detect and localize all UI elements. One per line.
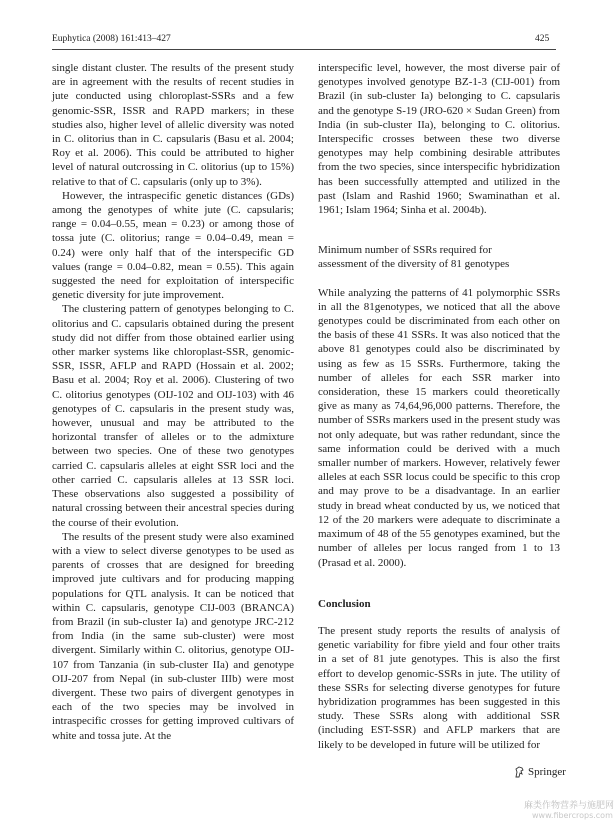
paragraph: interspecific level, however, the most diverse pair of genotypes involved genotype BZ-1-3 (CIJ-001) from Brazil (in sub-cluster Ia) belonging to C. capsularis and the genotype S-19 (JRO-620 × Sudan Green) from India (in sub-cluster IIa), belonging to C. olitorius. Interspecific crosses between these two diverse genotypes may help combining desirable attributes from the two species, since interspecific hybridization has been successfully attempted and utilized in the past (Islam and Rashid 1960; Swaminathan et al. 1961; Islam 1964; Sinha et al. 2004b).: [318, 62, 560, 217]
subsection-heading-line1: Minimum number of SSRs required for: [318, 244, 492, 257]
paragraph: The clustering pattern of genotypes belonging to C. olitorius and C. capsularis obtained during the present study did not differ from those obtained earlier using other marker systems like chloroplast-SSR, genomic-SSR, ISSR, AFLP and RAPD (Hossain et al. 2002; Basu et al. 2004; Roy et al. 2006). Clustering of two C. olitorius genotypes (OIJ-102 and OIJ-103) with 46 genotypes of C. capsularis in the present study was, however, unusual and may be attributed to the horizontal transfer of alleles or to the admixture between two species. One of these two genotypes carried C. capsularis alleles at eight SSR loci and the other carried C. capsularis alleles at 13 SSR loci. These observations also suggested a possibility of natural crossing between their ancestral species during the course of their evolution.: [52, 303, 294, 529]
subsection-heading-line2: assessment of the diversity of 81 genotypes: [318, 258, 510, 271]
subsection-heading: [318, 243, 560, 271]
paragraph: single distant cluster. The results of the present study are in agreement with the results of recent studies in jute conducted using chloroplast-SSRs and a few genomic-SSR, ISSR and RAPD markers; in these studies also, higher level of allelic diversity was noted in C. olitorius than in C. capsularis (Basu et al. 2004; Roy et al. 2006). This could be attributed to higher level of natural outcrossing in C. olitorius (up to 15%) relative to that of C. capsularis (only up to 3%).: [52, 62, 294, 188]
journal-citation: Euphytica (2008) 161:413–427: [52, 34, 171, 44]
paragraph: The results of the present study were also examined with a view to select diverse genotypes to be used as parents of crosses that are designed for breeding improved jute cultivars and for producing mapping populations for QTL analysis. It can be noticed that within C. capsularis, genotype CIJ-003 (BRANCA) from Brazil (in sub-cluster Ia) and genotype JRC-212 from India (in the same sub-cluster) were most divergent. Similarly within C. olitorius, genotype OIJ-107 from Tanzania (in sub-cluster IIa) and genotype OIJ-207 from Nepal (in sub-cluster IIIb) were most divergent. These two pairs of divergent genotypes in each of the two species may be involved in intraspecific crosses for getting improved cultivars of white and tossa jute. At the: [52, 530, 294, 742]
springer-horse-icon: [514, 766, 525, 778]
page-number: 425: [535, 34, 550, 44]
left-column: [52, 61, 294, 743]
publisher-name: Springer: [528, 766, 566, 778]
right-column: [318, 61, 560, 752]
watermark-url: www.fibercrops.com: [532, 811, 613, 820]
springer-logo: [514, 766, 566, 778]
paragraph: However, the intraspecific genetic distances (GDs) among the genotypes of white jute (C. capsularis; range = 0.04–0.55, mean = 0.23) or among those of tossa jute (C. olitorius; range = 0.04–0.49, mean = 0.24) were only half that of the interspecific GD values (range = 0.04–0.82, mean = 0.55). This again suggested the need for exploitation of interspecific genetic diversity for jute improvement.: [52, 189, 294, 302]
paragraph: While analyzing the patterns of 41 polymorphic SSRs in all the 81genotypes, we noticed that all the above genotypes could be discriminated from each other on the basis of these 41 SSRs. It was also noticed that the above 81 genotypes could also be discriminated by using as few as 15 SSRs. Furthermore, taking the number of alleles for each SSR marker into consideration, these 15 markers could theoretically give as many as 74,64,96,000 patterns. Therefore, the number of SSRs markers used in the present study was not only adequate, but was rather redundant, since the same information could be derived with a much smaller number of markers. However, relatively fewer alleles at each SSR locus could be specific to this crop and may prove to be a disadvantage. In an earlier study in bread wheat conducted by us, we noticed that 12 of the 20 markers were adequate to discriminate a maximum of 48 of the 55 genotypes examined, but the number of alleles per locus ranged from 1 to 13 (Prasad et al. 2000).: [318, 286, 560, 569]
paragraph: The present study reports the results of analysis of genetic variability for fibre yield and four other traits in a set of 81 jute genotypes. This is also the first effort to develop genomic-SSRs in jute. The utility of these SSRs for selecting diverse genotypes for future hybridization programmes has been suggested in this study. These SSRs along with additional SSR (including EST-SSR) and AFLP markers that are likely to be developed in future will be utilized for: [318, 624, 560, 751]
watermark-text: 麻类作物营养与施肥网: [524, 801, 614, 811]
section-heading: Conclusion: [318, 597, 371, 610]
header-rule: [52, 49, 556, 50]
